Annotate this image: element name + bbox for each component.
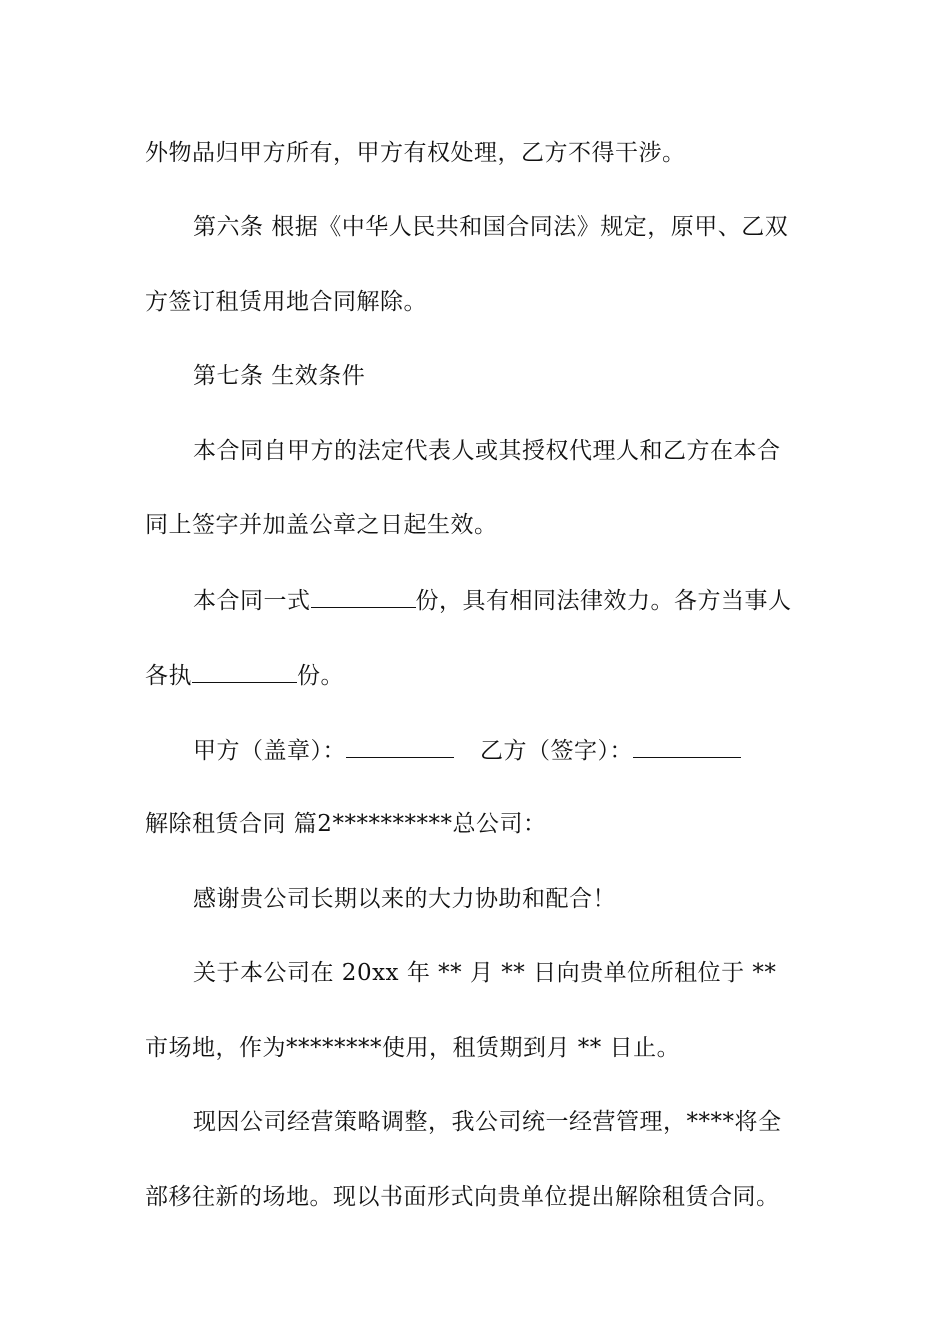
paragraph-line: 外物品归甲方所有，甲方有权处理，乙方不得干涉。 [145, 140, 686, 166]
copies-text-start: 本合同一式 [193, 588, 311, 614]
paragraph-line: 感谢贵公司长期以来的大力协助和配合！ [193, 886, 616, 912]
paragraph-line: 本合同自甲方的法定代表人或其授权代理人和乙方在本合 [193, 438, 781, 464]
article-six-line: 第六条 根据《中华人民共和国合同法》规定，原甲、乙双 [193, 214, 789, 240]
party-b-signature-label: 乙方（签字）： [480, 738, 633, 764]
paragraph-line: 关于本公司在 20xx 年 ** 月 ** 日向贵单位所租位于 ** [193, 960, 777, 986]
each-party-text-end: 份。 [297, 663, 344, 689]
party-a-seal-blank [346, 735, 454, 758]
paragraph-line: 市场地，作为********使用，租赁期到月 ** 日止。 [145, 1035, 681, 1061]
copies-count-blank [311, 585, 416, 608]
paragraph-line: 同上签字并加盖公章之日起生效。 [145, 512, 498, 538]
paragraph-line: 现因公司经营策略调整，我公司统一经营管理，****将全 [193, 1109, 782, 1135]
party-a-seal-label: 甲方（盖章）： [193, 738, 346, 764]
each-party-count-blank [192, 660, 297, 683]
article-seven-heading: 第七条 生效条件 [193, 363, 366, 389]
signature-line [193, 735, 741, 766]
paragraph-line: 方签订租赁用地合同解除。 [145, 289, 427, 315]
copies-text-end: 份，具有相同法律效力。各方当事人 [415, 588, 792, 614]
paragraph-line: 部移往新的场地。现以书面形式向贵单位提出解除租赁合同。 [145, 1184, 780, 1210]
each-party-copies-line [145, 660, 344, 691]
section-heading: 解除租赁合同 篇2**********总公司： [145, 811, 547, 837]
party-b-signature-blank [633, 735, 741, 758]
copies-line [193, 585, 792, 616]
each-party-text-start: 各执 [145, 663, 192, 689]
